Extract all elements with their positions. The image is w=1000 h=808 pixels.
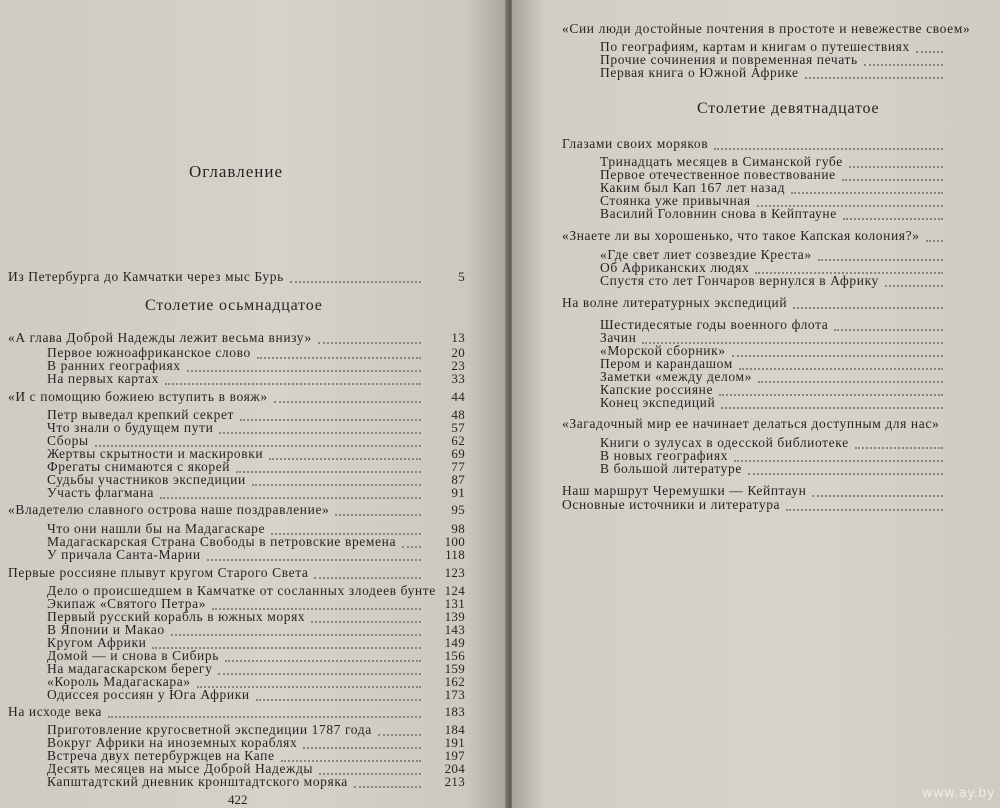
toc-chapter: «Владетелю славного острова наше поздравление» (8, 502, 330, 517)
toc-chapter: «Загадочный мир ее начинает делаться доступным для нас» (562, 416, 940, 431)
toc-page-number: 33 (451, 371, 465, 386)
toc-entry: У причала Санта-Марии (47, 547, 201, 562)
toc-chapter: Основные источники и литература (562, 497, 781, 512)
leader-dots (926, 240, 943, 242)
toc-entry: Книги о зулусах в одесской библиотеке (600, 435, 849, 450)
toc-page-number: 91 (451, 485, 465, 500)
leader-dots (402, 546, 421, 548)
toc-entry: Прочие сочинения и повременная печать (600, 52, 858, 67)
toc-entry: Встреча двух петербуржцев на Капе (47, 748, 275, 763)
toc-entry: Вокруг Африки на иноземных кораблях (47, 735, 298, 750)
toc-entry: Зачин (600, 330, 637, 345)
toc-entry: Первое отечественное повествование (600, 167, 836, 182)
toc-page-number: 95 (451, 502, 465, 517)
section-heading: Столетие девятнадцатое (697, 100, 880, 117)
leader-dots (207, 559, 421, 561)
leader-dots (274, 401, 421, 403)
toc-page-number: 13 (451, 330, 465, 345)
leader-dots (843, 218, 943, 220)
toc-chapter: Первые россияне плывут кругом Старого Света (8, 565, 309, 580)
toc-page-number: 118 (445, 547, 465, 562)
leader-dots (318, 342, 421, 344)
leader-dots (378, 734, 421, 736)
leader-dots (864, 64, 943, 66)
toc-entry: Василий Головнин снова в Кейптауне (600, 206, 837, 221)
toc-chapter: На исходе века (8, 704, 103, 719)
toc-entry: Капштадтский дневник кронштадтского моряка (47, 774, 348, 789)
leader-dots (218, 673, 421, 675)
toc-page-number: 77 (451, 459, 465, 474)
toc-page-number: 197 (444, 748, 465, 763)
leader-dots (236, 471, 421, 473)
toc-page-number: 87 (451, 472, 465, 487)
toc-entry: Что они нашли бы на Мадагаскаре (47, 521, 266, 536)
toc-page-number: 183 (444, 704, 465, 719)
toc-page-number: 62 (451, 433, 465, 448)
watermark: www.ay.by (922, 786, 996, 801)
leader-dots (269, 458, 421, 460)
leader-dots (748, 473, 943, 475)
toc-page-number: 213 (444, 774, 465, 789)
toc-page-number: 191 (444, 735, 465, 750)
leader-dots (739, 368, 943, 370)
leader-dots (257, 357, 421, 359)
leader-dots (793, 307, 943, 309)
toc-entry: Дело о происшедшем в Камчатке от сосланных злодеев бунте (47, 583, 436, 598)
toc-chapter: Глазами своих моряков (562, 136, 709, 151)
toc-entry: Конец экспедиций (600, 395, 716, 410)
toc-page-number: 124 (444, 583, 465, 598)
toc-page-number: 143 (444, 622, 465, 637)
leader-dots (791, 192, 943, 194)
toc-entry: Спустя сто лет Гончаров вернулся в Африку (600, 273, 879, 288)
toc-page-number: 204 (444, 761, 465, 776)
toc-page-number: 23 (451, 358, 465, 373)
toc-entry: Участь флагмана (47, 485, 154, 500)
leader-dots (721, 407, 943, 409)
leader-dots (256, 699, 421, 701)
toc-page-number: 123 (444, 565, 465, 580)
leader-dots (849, 166, 943, 168)
toc-page-number: 149 (444, 635, 465, 650)
toc-entry: Пером и карандашом (600, 356, 733, 371)
toc-entry: Шестидесятые годы военного флота (600, 317, 829, 332)
toc-heading: Оглавление (189, 162, 283, 181)
toc-entry: Что знали о будущем пути (47, 420, 214, 435)
toc-page-number: 69 (451, 446, 465, 461)
toc-page-number: 162 (444, 674, 465, 689)
toc-entry: Приготовление кругосветной экспедиции 1787 года (47, 722, 372, 737)
toc-page-number: 173 (444, 687, 465, 702)
leader-dots (219, 432, 421, 434)
leader-dots (165, 383, 421, 385)
toc-entry: На мадагаскарском берегу (47, 661, 213, 676)
toc-page-number: 184 (444, 722, 465, 737)
toc-entry: Домой — и снова в Сибирь (47, 648, 219, 663)
toc-page-number: 57 (451, 420, 465, 435)
toc-page-number: 131 (444, 596, 465, 611)
toc-entry: Экипаж «Святого Петра» (47, 596, 207, 611)
toc-entry: Сборы (47, 433, 89, 448)
leader-dots (252, 484, 421, 486)
toc-entry: Каким был Кап 167 лет назад (600, 180, 786, 195)
toc-entry: Стоянка уже привычная (600, 193, 751, 208)
leader-dots (818, 259, 943, 261)
page-number: 422 (228, 792, 248, 807)
toc-entry: На первых картах (47, 371, 159, 386)
toc-entry: Судьбы участников экспедиции (47, 472, 246, 487)
leader-dots (732, 355, 943, 357)
toc-chapter: Наш маршрут Черемушки — Кейптаун (562, 483, 807, 498)
leader-dots (786, 509, 943, 511)
toc-entry: В ранних географиях (47, 358, 181, 373)
leader-dots (354, 786, 421, 788)
leader-dots (335, 514, 421, 516)
toc-entry: Тринадцать месяцев в Симанской губе (600, 154, 843, 169)
toc-page-number: 159 (444, 661, 465, 676)
toc-page-number: 5 (458, 269, 465, 284)
toc-entry: В новых географиях (600, 448, 729, 463)
toc-page-number: 20 (451, 345, 465, 360)
toc-entry: В большой литературе (600, 461, 742, 476)
leader-dots (916, 51, 943, 53)
toc-entry: Капские россияне (600, 382, 714, 397)
toc-entry: Фрегаты снимаются с якорей (47, 459, 231, 474)
toc-entry: По географиям, картам и книгам о путешествиях (600, 39, 910, 54)
leader-dots (108, 716, 421, 718)
leader-dots (885, 285, 943, 287)
toc-entry: «Где свет лиет созвездие Креста» (600, 247, 812, 262)
leader-dots (855, 447, 943, 449)
leader-dots (314, 577, 421, 579)
toc-entry: Мадагаскарская Страна Свободы в петровские времена (47, 534, 397, 549)
leader-dots (842, 179, 943, 181)
toc-entry: «Морской сборник» (600, 343, 726, 358)
toc-entry: Об Африканских людях (600, 260, 750, 275)
leader-dots (734, 460, 943, 462)
toc-page-number: 48 (451, 407, 465, 422)
toc-chapter: «И с помощию божиею вступить в вояж» (8, 389, 268, 404)
leader-dots (812, 495, 943, 497)
toc-chapter: «Знаете ли вы хорошенько, что такое Капская колония?» (562, 228, 920, 243)
toc-page-number: 44 (451, 389, 465, 404)
right-page (512, 0, 1000, 808)
toc-entry: Первое южноафриканское слово (47, 345, 251, 360)
toc-page-number: 98 (451, 521, 465, 536)
toc-entry: В Японии и Макао (47, 622, 165, 637)
toc-entry: Десять месяцев на мысе Доброй Надежды (47, 761, 314, 776)
toc-page-number: 100 (444, 534, 465, 549)
toc-entry: Первый русский корабль в южных морях (47, 609, 306, 624)
toc-entry: Кругом Африки (47, 635, 147, 650)
leader-dots (311, 621, 421, 623)
toc-chapter: «А глава Доброй Надежды лежит весьма внизу» (8, 330, 312, 345)
toc-page-number: 156 (444, 648, 465, 663)
toc-entry: Жертвы скрытности и маскировки (47, 446, 264, 461)
leader-dots (719, 394, 943, 396)
leader-dots (290, 281, 421, 283)
leader-dots (160, 497, 421, 499)
leader-dots (834, 329, 943, 331)
leader-dots (187, 370, 421, 372)
leader-dots (171, 634, 421, 636)
leader-dots (758, 381, 943, 383)
toc-entry: Заметки «между делом» (600, 369, 752, 384)
toc-chapter: Из Петербурга до Камчатки через мыс Бурь (8, 269, 284, 284)
toc-entry: «Король Мадагаскара» (47, 674, 191, 689)
section-heading: Столетие осьмнадцатое (145, 297, 323, 314)
leader-dots (240, 419, 421, 421)
toc-entry: Первая книга о Южной Африке (600, 65, 799, 80)
toc-chapter: На волне литературных экспедиций (562, 295, 788, 310)
leader-dots (714, 148, 943, 150)
toc-entry: Петр выведал крепкий секрет (47, 407, 235, 422)
toc-entry: Одиссея россиян у Юга Африки (47, 687, 250, 702)
toc-page-number: 139 (444, 609, 465, 624)
leader-dots (805, 77, 943, 79)
toc-chapter: «Сии люди достойные почтения в простоте и невежестве своем» (562, 21, 971, 36)
leader-dots (303, 747, 421, 749)
leader-dots (225, 660, 421, 662)
